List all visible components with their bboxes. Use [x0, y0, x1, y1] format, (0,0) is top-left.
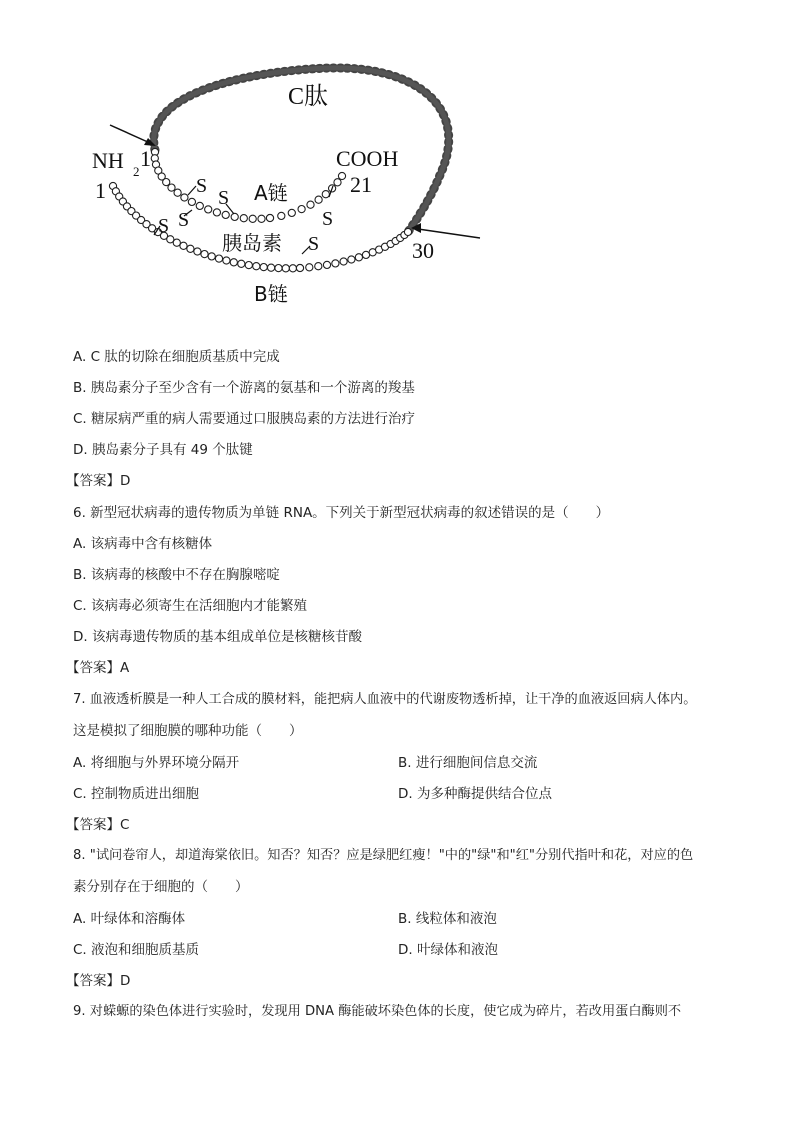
q8-option-c: C. 液泡和细胞质基质: [73, 942, 200, 958]
a-chain-bead: [249, 215, 256, 222]
insulin-diagram-svg: [0, 0, 794, 320]
a-chain-bead: [278, 212, 285, 219]
q8-stem-line2: 素分别存在于细胞的（ ）: [73, 879, 249, 895]
a-chain-bead: [188, 198, 195, 205]
answer-value: C: [120, 817, 130, 833]
insulin-diagram: [0, 0, 794, 320]
b-chain-bead: [215, 255, 222, 262]
a-chain-bead: [266, 214, 273, 221]
q7-answer: [66, 816, 129, 834]
b-chain-bead: [253, 263, 260, 270]
cut-arrow-right: [411, 223, 480, 238]
b-chain-bead: [404, 228, 411, 235]
answer-tag: 【答案】: [66, 973, 120, 989]
answer-value: D: [120, 473, 131, 489]
label-nh2: NH: [92, 148, 124, 173]
label-insulin: 胰岛素: [222, 231, 282, 255]
q5-answer: [66, 472, 130, 490]
q7-option-d: D. 为多种酶提供结合位点: [398, 786, 552, 802]
q6-option-b: B. 该病毒的核酸中不存在胸腺嘧啶: [73, 567, 280, 583]
b-chain-bead: [187, 245, 194, 252]
label-b-start: 1: [95, 178, 106, 203]
a-chain-bead: [213, 209, 220, 216]
b-chain-bead: [323, 261, 330, 268]
a-chain-bead: [322, 191, 329, 198]
q5-option-b: B. 胰岛素分子至少含有一个游离的氨基和一个游离的羧基: [73, 380, 415, 396]
b-chain-bead: [282, 265, 289, 272]
b-chain-bead: [340, 258, 347, 265]
b-chain-bead: [306, 264, 313, 271]
label-s4: S: [178, 209, 190, 231]
label-a-chain: A链: [254, 181, 288, 205]
label-a-start: 1: [140, 146, 151, 171]
b-chain-bead: [275, 265, 282, 272]
a-chain-bead: [288, 209, 295, 216]
b-chain-bead: [289, 265, 296, 272]
q6-option-c: C. 该病毒必须寄生在活细胞内才能繁殖: [73, 598, 308, 614]
b-chain-bead: [173, 239, 180, 246]
label-nh2-sub: 2: [133, 164, 140, 179]
label-a-end: 21: [350, 172, 372, 197]
answer-tag: 【答案】: [66, 817, 120, 833]
answer-tag: 【答案】: [66, 660, 120, 676]
b-chain-bead: [201, 251, 208, 258]
q5-option-a: A. C 肽的切除在细胞质基质中完成: [73, 349, 280, 365]
a-chain-bead: [196, 202, 203, 209]
a-chain-bead: [205, 206, 212, 213]
b-chain-bead: [223, 257, 230, 264]
a-chain-bead: [174, 189, 181, 196]
label-b-end: 30: [412, 238, 434, 263]
answer-value: A: [120, 660, 130, 676]
q7-stem-line1: 7. 血液透析膜是一种人工合成的膜材料，能把病人血液中的代谢废物透析掉，让干净的血液返回病人体内。: [73, 692, 697, 707]
b-chain-bead: [260, 264, 267, 271]
a-chain-bead: [258, 215, 265, 222]
q8-stem-line1: 8. "试问卷帘人，却道海棠依旧。知否？知否？应是绿肥红瘦！"中的"绿"和"红"分别代指叶和花，对应的色: [73, 848, 694, 863]
b-chain-bead: [348, 256, 355, 263]
q7-option-a: A. 将细胞与外界环境分隔开: [73, 755, 240, 771]
a-chain-bead: [307, 201, 314, 208]
label-cooh: COOH: [336, 146, 399, 171]
a-chain-bead: [315, 196, 322, 203]
a-chain-bead: [298, 206, 305, 213]
label-s1: S: [196, 175, 208, 197]
b-chain-bead: [268, 264, 275, 271]
a-chain-bead: [334, 179, 341, 186]
q6-stem: 6. 新型冠状病毒的遗传物质为单链 RNA。下列关于新型冠状病毒的叙述错误的是（ ）: [73, 505, 610, 521]
b-chain-bead: [332, 260, 339, 267]
q8-option-d: D. 叶绿体和液泡: [398, 942, 498, 958]
label-s3: S: [158, 215, 170, 237]
b-chain-bead: [315, 263, 322, 270]
q5-option-c: C. 糖尿病严重的病人需要通过口服胰岛素的方法进行治疗: [73, 411, 416, 427]
q7-option-c: C. 控制物质进出细胞: [73, 786, 200, 802]
label-s5: S: [322, 208, 334, 230]
cut-arrow-left: [110, 125, 156, 146]
q9-stem-line1: 9. 对蝾螈的染色体进行实验时，发现用 DNA 酶能破坏染色体的长度，使它成为碎片，若改用蛋白酶则不: [73, 1004, 682, 1019]
answer-tag: 【答案】: [66, 473, 120, 489]
q5-option-d: D. 胰岛素分子具有 49 个肽键: [73, 442, 253, 458]
q6-option-a: A. 该病毒中含有核糖体: [73, 536, 213, 552]
a-chain-bead: [231, 213, 238, 220]
q7-stem-line2: 这是模拟了细胞膜的哪种功能（ ）: [73, 723, 303, 739]
label-b-chain: B链: [254, 282, 288, 306]
b-chain-bead: [245, 262, 252, 269]
b-chain-bead: [180, 242, 187, 249]
a-chain-bead: [181, 194, 188, 201]
label-s2: S: [218, 187, 230, 209]
q8-answer: [66, 972, 130, 990]
b-chain-bead: [362, 251, 369, 258]
q7-option-b: B. 进行细胞间信息交流: [398, 755, 538, 771]
label-c-peptide: C肽: [288, 84, 329, 110]
b-chain-bead: [238, 260, 245, 267]
b-chain-bead: [194, 248, 201, 255]
q6-option-d: D. 该病毒遗传物质的基本组成单位是核糖核苷酸: [73, 629, 362, 645]
b-chain-bead: [230, 259, 237, 266]
a-chain-bead: [240, 215, 247, 222]
a-chain-bead: [168, 184, 175, 191]
label-s6: S: [308, 233, 320, 255]
b-chain-bead: [296, 264, 303, 271]
b-chain-bead: [208, 253, 215, 260]
answer-value: D: [120, 973, 131, 989]
q8-option-b: B. 线粒体和液泡: [398, 911, 497, 927]
b-chain-bead: [355, 254, 362, 261]
a-chain-bead: [222, 211, 229, 218]
a-chain-bead: [338, 172, 345, 179]
q6-answer: [66, 659, 129, 677]
q8-option-a: A. 叶绿体和溶酶体: [73, 911, 186, 927]
